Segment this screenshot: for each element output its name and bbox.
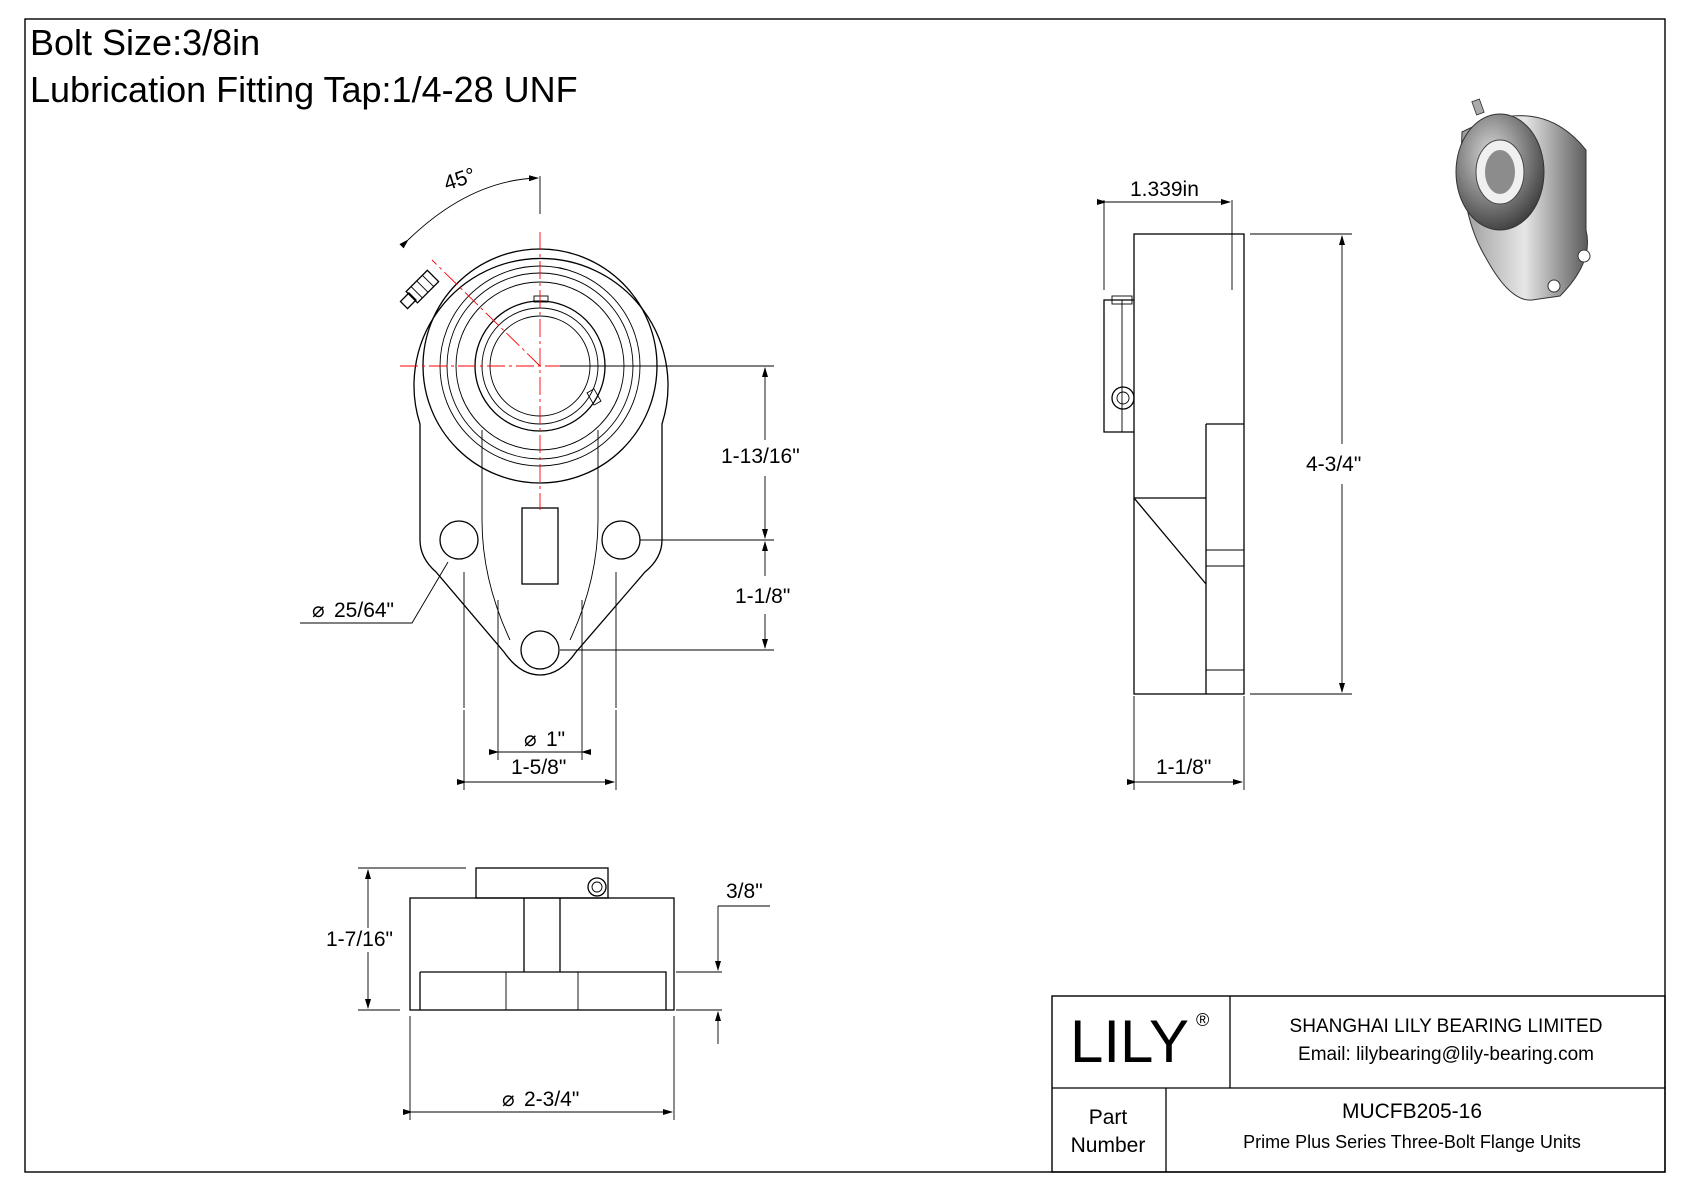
bolt-hole-dimension: 25/64" [334,599,395,622]
housing-diameter-dimension: 2-3/4" [524,1088,580,1111]
center-to-bolt-dimension: 1-13/16" [721,445,800,468]
company-logo: LILY [1070,1008,1189,1075]
sheet-border [25,19,1665,1172]
grease-fitting [398,270,438,310]
flange-depth-dimension: 1-1/8" [1156,756,1212,779]
bolt-spacing-dimension: 1-5/8" [511,756,567,779]
side-view [1104,178,1361,790]
part-label-line2: Number [1070,1134,1146,1157]
part-number: MUCFB205-16 [1341,1100,1483,1123]
title-block [1052,996,1665,1172]
company-name: SHANGHAI LILY BEARING LIMITED [1289,1016,1603,1037]
part-label-line1: Part [1088,1106,1128,1129]
bolt-hole-right [602,521,640,559]
angle-dimension: 45° [441,163,479,196]
bolt-hole-bottom [521,631,559,669]
bottom-height-dimension: 1-7/16" [326,928,393,951]
lubrication-label: Lubrication Fitting Tap:1/4-28 UNF [30,69,578,110]
bore-dimension: 1" [546,728,566,751]
bottom-view [326,868,770,1120]
bore-symbol: ⌀ [524,728,537,751]
bolt-vertical-dimension: 1-1/8" [735,585,791,608]
overall-height-dimension: 4-3/4" [1306,453,1362,476]
isometric-view-icon [1456,99,1590,300]
bolt-hole-left [440,521,478,559]
bolt-size-label: Bolt Size:3/8in [30,22,261,63]
housing-diameter-symbol: ⌀ [502,1088,515,1111]
front-view [300,164,800,790]
flange-thickness-dimension: 3/8" [726,880,763,903]
depth-top-dimension: 1.339in [1130,178,1199,201]
bolt-hole-symbol: ⌀ [312,599,325,622]
part-description: Prime Plus Series Three-Bolt Flange Units [1243,1132,1581,1152]
company-email: Email: lilybearing@lily-bearing.com [1298,1044,1594,1065]
registered-mark: ® [1196,1010,1210,1030]
